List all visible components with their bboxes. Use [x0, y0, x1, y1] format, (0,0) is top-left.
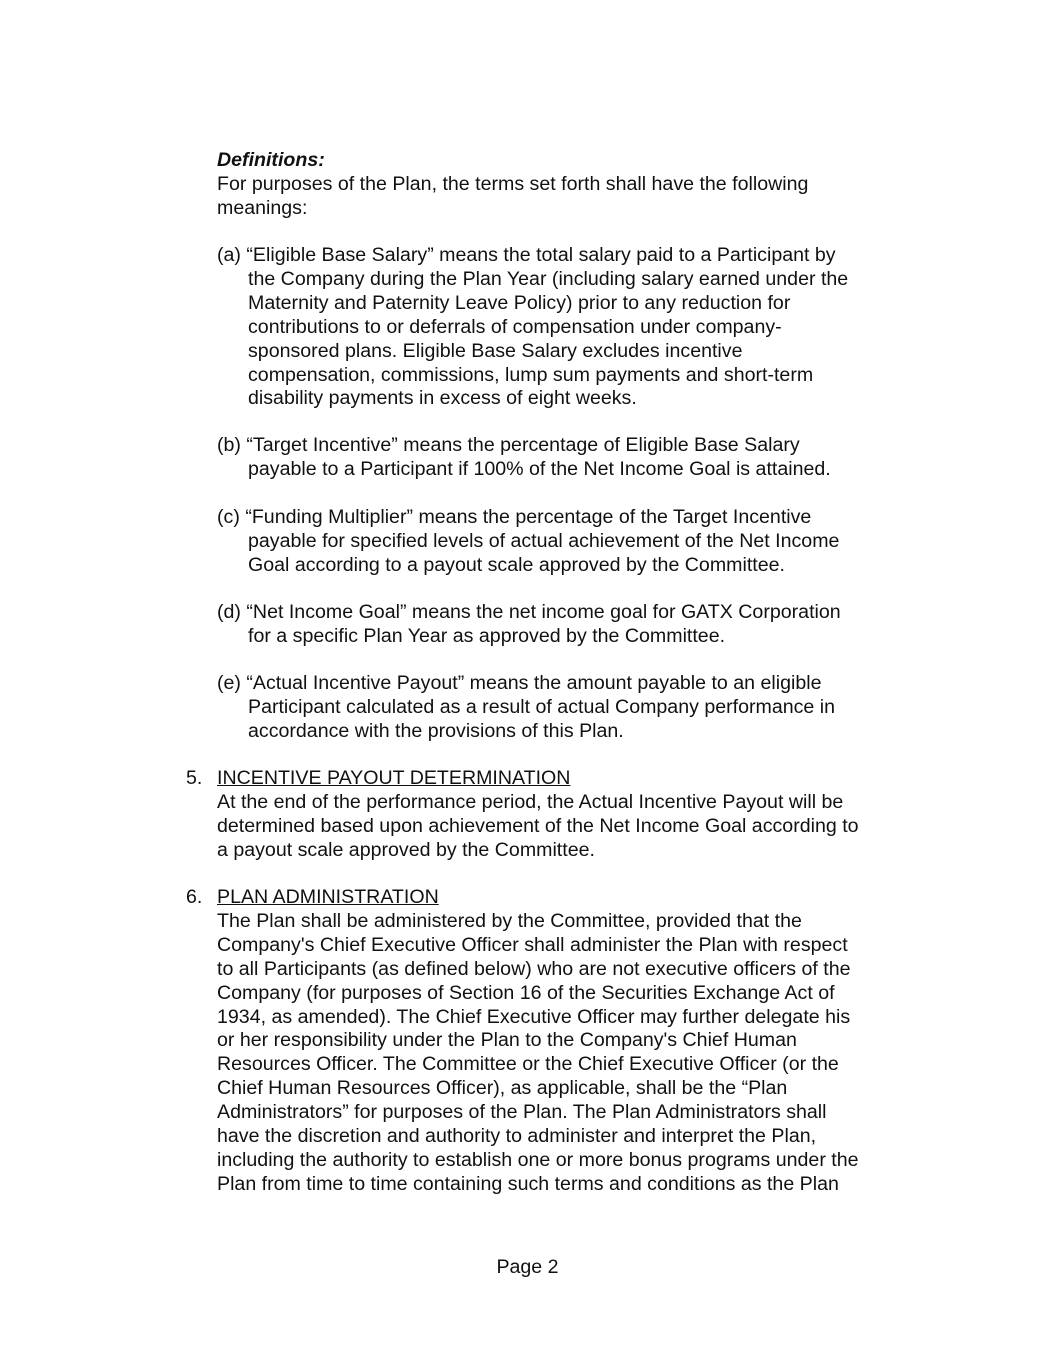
definition-text: “Eligible Base Salary” means the total salary paid to a Participant by — [246, 244, 836, 266]
section-text: Administrators” for purposes of the Plan. The Plan Administrators shall — [217, 1101, 827, 1124]
definitions-heading: Definitions: — [217, 149, 325, 171]
section-text: including the authority to establish one or more bonus programs under the — [217, 1148, 859, 1171]
section-incentive-payout — [217, 767, 917, 863]
definition-item-d — [217, 601, 917, 649]
page-number: Page 2 — [496, 1256, 559, 1278]
definition-text: Maternity and Paternity Leave Policy) prior to any reduction for — [248, 291, 791, 314]
section-text: Company's Chief Executive Officer shall administer the Plan with respect — [217, 933, 848, 956]
definition-text: Participant calculated as a result of actual Company performance in — [248, 695, 836, 718]
definition-text: compensation, commissions, lump sum payments and short-term — [248, 363, 814, 386]
definition-text: payable to a Participant if 100% of the Net Income Goal is attained. — [248, 457, 831, 480]
definition-first-line — [217, 506, 917, 530]
definition-label: (a) — [217, 244, 241, 266]
definition-text: “Funding Multiplier” means the percentage of the Target Incentive — [245, 506, 812, 528]
section-text: The Plan shall be administered by the Committee, provided that the — [217, 909, 802, 932]
section-number: 6. — [186, 886, 203, 908]
definition-text: disability payments in excess of eight weeks. — [248, 387, 637, 410]
definition-first-line — [217, 672, 917, 696]
definition-text: for a specific Plan Year as approved by the Committee. — [248, 624, 726, 647]
definition-label: (b) — [217, 434, 241, 456]
section-text: a payout scale approved by the Committee. — [217, 838, 595, 861]
definition-text: “Target Incentive” means the percentage of Eligible Base Salary — [246, 434, 800, 456]
definitions-intro-line: For purposes of the Plan, the terms set forth shall have the following — [217, 172, 809, 195]
section-title: PLAN ADMINISTRATION — [217, 886, 439, 908]
section-text: Resources Officer. The Committee or the Chief Executive Officer (or the — [217, 1053, 839, 1076]
definition-text: Goal according to a payout scale approved by the Committee. — [248, 553, 785, 576]
definition-text: accordance with the provisions of this Plan. — [248, 719, 624, 742]
section-text: or her responsibility under the Plan to the Company's Chief Human — [217, 1029, 797, 1052]
definition-text: the Company during the Plan Year (including salary earned under the — [248, 267, 849, 290]
section-number: 5. — [186, 767, 203, 789]
definition-item-c — [217, 506, 917, 578]
definition-text: sponsored plans. Eligible Base Salary excludes incentive — [248, 339, 743, 362]
definitions-intro-line: meanings: — [217, 196, 308, 219]
section-text: have the discretion and authority to administer and interpret the Plan, — [217, 1125, 817, 1148]
section-text: At the end of the performance period, the Actual Incentive Payout will be — [217, 790, 844, 813]
definition-label: (e) — [217, 672, 241, 694]
definition-first-line — [217, 244, 917, 268]
section-text: Plan from time to time containing such terms and conditions as the Plan — [217, 1172, 839, 1195]
definition-text: “Net Income Goal” means the net income goal for GATX Corporation — [246, 601, 841, 623]
definition-label: (c) — [217, 506, 240, 528]
section-title: INCENTIVE PAYOUT DETERMINATION — [217, 767, 571, 789]
definition-text: contributions to or deferrals of compensation under company- — [248, 315, 782, 338]
definitions-block — [217, 149, 917, 221]
definition-text: payable for specified levels of actual achievement of the Net Income — [248, 529, 840, 552]
definition-text: “Actual Incentive Payout” means the amount payable to an eligible — [246, 672, 822, 694]
definition-item-a — [217, 244, 917, 411]
section-text: determined based upon achievement of the Net Income Goal according to — [217, 814, 859, 837]
section-text: Company (for purposes of Section 16 of the Securities Exchange Act of — [217, 981, 835, 1004]
definition-first-line — [217, 601, 917, 625]
section-text: 1934, as amended). The Chief Executive Officer may further delegate his — [217, 1005, 851, 1028]
definition-item-e — [217, 672, 917, 744]
definition-item-b — [217, 434, 917, 482]
definition-first-line — [217, 434, 917, 458]
section-text: to all Participants (as defined below) who are not executive officers of the — [217, 957, 851, 980]
section-plan-administration — [217, 886, 917, 1197]
section-text: Chief Human Resources Officer), as applicable, shall be the “Plan — [217, 1077, 788, 1100]
definition-label: (d) — [217, 601, 241, 623]
